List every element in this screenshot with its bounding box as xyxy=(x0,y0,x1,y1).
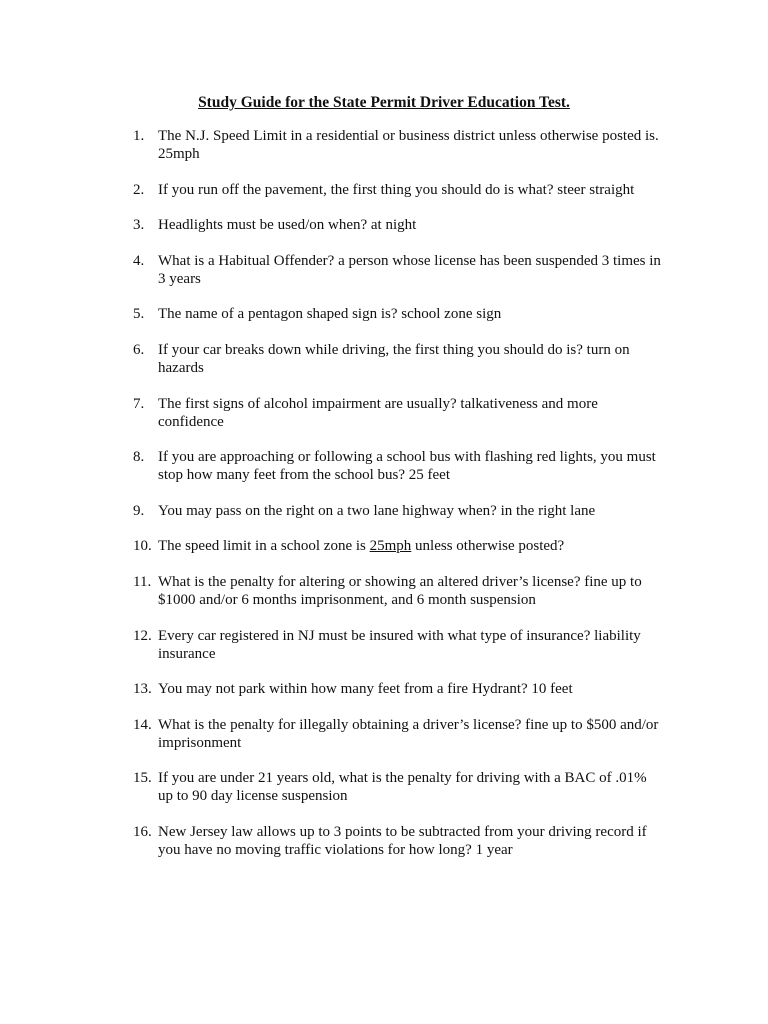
item-text: Headlights must be used/on when? at night xyxy=(158,217,417,234)
item-number: 11. xyxy=(133,573,152,590)
item-text: Every car registered in NJ must be insured with what type of insurance? liability insurance xyxy=(158,627,641,662)
list-item xyxy=(133,395,663,431)
document-title: Study Guide for the State Permit Driver Education Test. xyxy=(198,94,570,111)
underlined-speed: 25mph xyxy=(369,538,412,555)
list-item xyxy=(133,252,663,288)
item-number: 9. xyxy=(133,502,145,519)
item-text: The first signs of alcohol impairment are usually? talkativeness and more confidence xyxy=(158,395,598,430)
item-text: If you are approaching or following a school bus with flashing red lights, you must stop how many feet from the school bus? 25 feet xyxy=(158,449,656,484)
item-number: 7. xyxy=(133,395,145,412)
item-number: 8. xyxy=(133,449,145,466)
item-text xyxy=(158,537,663,555)
item-text: If you run off the pavement, the first thing you should do is what? steer straight xyxy=(158,181,635,198)
item-number: 12. xyxy=(133,627,152,644)
list-item xyxy=(133,573,663,609)
list-item xyxy=(133,627,663,663)
item-text: New Jersey law allows up to 3 points to be subtracted from your driving record if you have no moving traffic violations for how long? 1 year xyxy=(158,823,647,858)
list-item xyxy=(133,537,663,555)
item-number: 5. xyxy=(133,306,145,323)
item-number: 2. xyxy=(133,181,145,198)
list-item xyxy=(133,341,663,377)
list-item xyxy=(133,216,663,234)
list-item xyxy=(133,823,663,859)
list-item xyxy=(133,127,663,163)
item-number: 1. xyxy=(133,128,145,144)
item-text: What is the penalty for altering or showing an altered driver’s license? fine up to $1000 and/or 6 months imprisonment, and 6 month suspension xyxy=(158,573,642,608)
item-text: What is a Habitual Offender? a person whose license has been suspended 3 times in 3 years xyxy=(158,252,661,287)
list-item xyxy=(133,769,663,805)
item-number: 3. xyxy=(133,217,145,234)
item-text: You may pass on the right on a two lane highway when? in the right lane xyxy=(158,502,596,519)
item-text-after: unless otherwise posted? xyxy=(411,538,565,555)
item-number: 13. xyxy=(133,681,152,698)
list-item xyxy=(133,181,663,199)
item-number: 16. xyxy=(133,823,152,840)
list-item xyxy=(133,305,663,323)
list-item xyxy=(133,680,663,698)
question-list xyxy=(133,127,663,877)
item-text: The name of a pentagon shaped sign is? school zone sign xyxy=(158,306,502,323)
item-text: The N.J. Speed Limit in a residential or business district unless otherwise posted is. 25mph xyxy=(158,128,659,162)
item-text: If you are under 21 years old, what is the penalty for driving with a BAC of .01% up to 90 day license suspension xyxy=(158,770,647,805)
item-text: You may not park within how many feet from a fire Hydrant? 10 feet xyxy=(158,681,573,698)
item-number: 10. xyxy=(133,538,152,555)
item-number: 4. xyxy=(133,252,145,269)
item-text: If your car breaks down while driving, the first thing you should do is? turn on hazards xyxy=(158,341,630,376)
item-text: What is the penalty for illegally obtaining a driver’s license? fine up to $500 and/or imprisonment xyxy=(158,716,659,751)
list-item xyxy=(133,448,663,484)
item-text-before: The speed limit in a school zone is xyxy=(158,538,370,555)
list-item xyxy=(133,502,663,520)
item-number: 15. xyxy=(133,770,152,787)
item-number: 14. xyxy=(133,716,152,733)
item-number: 6. xyxy=(133,341,145,358)
list-item xyxy=(133,716,663,752)
